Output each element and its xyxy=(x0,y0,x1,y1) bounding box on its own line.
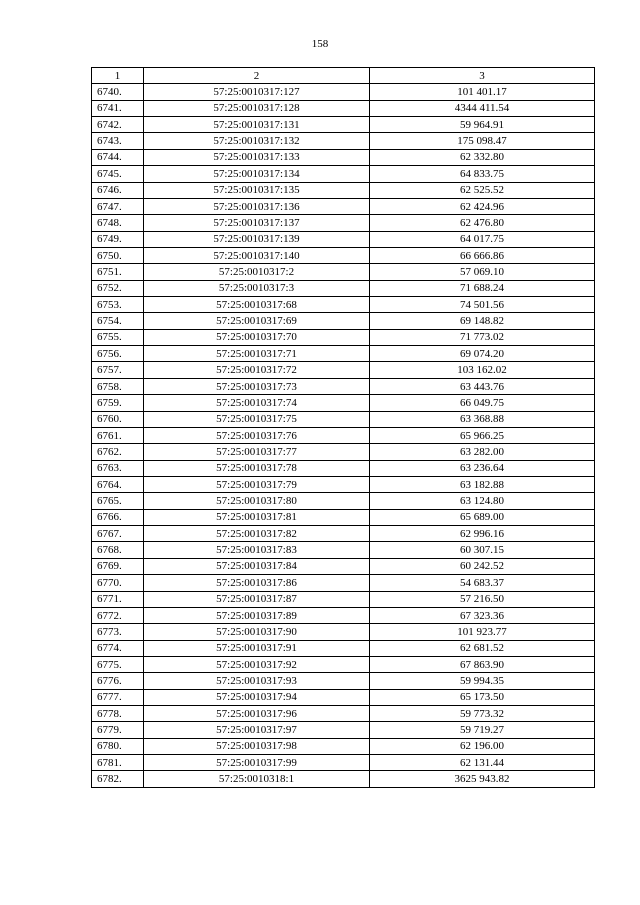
value-cell: 57 216.50 xyxy=(370,591,595,607)
table-row xyxy=(92,166,595,182)
cadastral-number-cell: 57:25:0010317:68 xyxy=(144,297,370,313)
row-number-cell: 6777. xyxy=(92,689,144,705)
row-number-cell: 6742. xyxy=(92,117,144,133)
value-cell: 62 131.44 xyxy=(370,755,595,771)
row-number-cell: 6764. xyxy=(92,476,144,492)
cadastral-number-cell: 57:25:0010317:3 xyxy=(144,280,370,296)
row-number-cell: 6782. xyxy=(92,771,144,787)
cadastral-number-cell: 57:25:0010317:98 xyxy=(144,738,370,754)
cadastral-number-cell: 57:25:0010317:140 xyxy=(144,247,370,263)
row-number-cell: 6761. xyxy=(92,427,144,443)
value-cell: 59 994.35 xyxy=(370,673,595,689)
row-number-cell: 6772. xyxy=(92,607,144,623)
page-number: 158 xyxy=(311,38,329,50)
cadastral-number-cell: 57:25:0010317:136 xyxy=(144,198,370,214)
table-row xyxy=(92,427,595,443)
cadastral-number-cell: 57:25:0010317:72 xyxy=(144,362,370,378)
value-cell: 66 666.86 xyxy=(370,247,595,263)
row-number-cell: 6762. xyxy=(92,444,144,460)
row-number-cell: 6769. xyxy=(92,558,144,574)
value-cell: 63 124.80 xyxy=(370,493,595,509)
row-number-cell: 6752. xyxy=(92,280,144,296)
value-cell: 66 049.75 xyxy=(370,395,595,411)
value-cell: 62 196.00 xyxy=(370,738,595,754)
cadastral-number-cell: 57:25:0010317:132 xyxy=(144,133,370,149)
value-cell: 54 683.37 xyxy=(370,575,595,591)
table-row xyxy=(92,526,595,542)
cadastral-number-cell: 57:25:0010317:133 xyxy=(144,149,370,165)
table-row xyxy=(92,117,595,133)
value-cell: 65 689.00 xyxy=(370,509,595,525)
cadastral-number-cell: 57:25:0010317:79 xyxy=(144,476,370,492)
cadastral-number-cell: 57:25:0010317:96 xyxy=(144,706,370,722)
table-row xyxy=(92,215,595,231)
value-cell: 65 173.50 xyxy=(370,689,595,705)
table-row xyxy=(92,624,595,640)
table-row xyxy=(92,329,595,345)
table-row xyxy=(92,395,595,411)
row-number-cell: 6751. xyxy=(92,264,144,280)
value-cell: 103 162.02 xyxy=(370,362,595,378)
value-cell: 101 401.17 xyxy=(370,84,595,100)
table-row xyxy=(92,378,595,394)
table-body xyxy=(92,84,595,787)
cadastral-number-cell: 57:25:0010317:86 xyxy=(144,575,370,591)
row-number-cell: 6763. xyxy=(92,460,144,476)
value-cell: 60 242.52 xyxy=(370,558,595,574)
column-header-number: 1 xyxy=(92,68,144,84)
value-cell: 63 443.76 xyxy=(370,378,595,394)
row-number-cell: 6741. xyxy=(92,100,144,116)
table-row xyxy=(92,133,595,149)
cadastral-number-cell: 57:25:0010317:139 xyxy=(144,231,370,247)
cadastral-number-cell: 57:25:0010317:74 xyxy=(144,395,370,411)
row-number-cell: 6780. xyxy=(92,738,144,754)
table-row xyxy=(92,313,595,329)
row-number-cell: 6748. xyxy=(92,215,144,231)
value-cell: 62 681.52 xyxy=(370,640,595,656)
row-number-cell: 6740. xyxy=(92,84,144,100)
cadastral-number-cell: 57:25:0010317:70 xyxy=(144,329,370,345)
row-number-cell: 6746. xyxy=(92,182,144,198)
value-cell: 59 719.27 xyxy=(370,722,595,738)
value-cell: 67 323.36 xyxy=(370,607,595,623)
value-cell: 63 368.88 xyxy=(370,411,595,427)
cadastral-number-cell: 57:25:0010317:84 xyxy=(144,558,370,574)
cadastral-number-cell: 57:25:0010317:127 xyxy=(144,84,370,100)
table-row xyxy=(92,100,595,116)
cadastral-value-table xyxy=(91,67,595,788)
row-number-cell: 6747. xyxy=(92,198,144,214)
table-row xyxy=(92,640,595,656)
table-row xyxy=(92,689,595,705)
table-row xyxy=(92,722,595,738)
row-number-cell: 6768. xyxy=(92,542,144,558)
value-cell: 62 525.52 xyxy=(370,182,595,198)
cadastral-number-cell: 57:25:0010317:78 xyxy=(144,460,370,476)
table-row xyxy=(92,558,595,574)
table-row xyxy=(92,738,595,754)
value-cell: 62 476.80 xyxy=(370,215,595,231)
table-row xyxy=(92,444,595,460)
row-number-cell: 6743. xyxy=(92,133,144,149)
table-row xyxy=(92,264,595,280)
row-number-cell: 6749. xyxy=(92,231,144,247)
cadastral-number-cell: 57:25:0010317:87 xyxy=(144,591,370,607)
row-number-cell: 6774. xyxy=(92,640,144,656)
value-cell: 64 017.75 xyxy=(370,231,595,247)
value-cell: 4344 411.54 xyxy=(370,100,595,116)
cadastral-number-cell: 57:25:0010318:1 xyxy=(144,771,370,787)
table-row xyxy=(92,297,595,313)
cadastral-number-cell: 57:25:0010317:82 xyxy=(144,526,370,542)
table-row xyxy=(92,247,595,263)
row-number-cell: 6744. xyxy=(92,149,144,165)
row-number-cell: 6765. xyxy=(92,493,144,509)
row-number-cell: 6773. xyxy=(92,624,144,640)
cadastral-number-cell: 57:25:0010317:99 xyxy=(144,755,370,771)
table-row xyxy=(92,149,595,165)
cadastral-number-cell: 57:25:0010317:134 xyxy=(144,166,370,182)
cadastral-number-cell: 57:25:0010317:76 xyxy=(144,427,370,443)
row-number-cell: 6750. xyxy=(92,247,144,263)
row-number-cell: 6754. xyxy=(92,313,144,329)
row-number-cell: 6776. xyxy=(92,673,144,689)
table-row xyxy=(92,673,595,689)
value-cell: 59 773.32 xyxy=(370,706,595,722)
row-number-cell: 6770. xyxy=(92,575,144,591)
row-number-cell: 6757. xyxy=(92,362,144,378)
value-cell: 101 923.77 xyxy=(370,624,595,640)
cadastral-number-cell: 57:25:0010317:90 xyxy=(144,624,370,640)
value-cell: 63 182.88 xyxy=(370,476,595,492)
cadastral-number-cell: 57:25:0010317:69 xyxy=(144,313,370,329)
row-number-cell: 6756. xyxy=(92,346,144,362)
cadastral-number-cell: 57:25:0010317:94 xyxy=(144,689,370,705)
cadastral-number-cell: 57:25:0010317:128 xyxy=(144,100,370,116)
row-number-cell: 6781. xyxy=(92,755,144,771)
cadastral-number-cell: 57:25:0010317:89 xyxy=(144,607,370,623)
value-cell: 60 307.15 xyxy=(370,542,595,558)
table-row xyxy=(92,591,595,607)
table-row xyxy=(92,542,595,558)
cadastral-number-cell: 57:25:0010317:93 xyxy=(144,673,370,689)
cadastral-number-cell: 57:25:0010317:81 xyxy=(144,509,370,525)
table-row xyxy=(92,607,595,623)
value-cell: 59 964.91 xyxy=(370,117,595,133)
table-row xyxy=(92,231,595,247)
value-cell: 65 966.25 xyxy=(370,427,595,443)
table-row xyxy=(92,460,595,476)
cadastral-number-cell: 57:25:0010317:71 xyxy=(144,346,370,362)
cadastral-number-cell: 57:25:0010317:97 xyxy=(144,722,370,738)
table-row xyxy=(92,346,595,362)
cadastral-number-cell: 57:25:0010317:80 xyxy=(144,493,370,509)
value-cell: 67 863.90 xyxy=(370,656,595,672)
cadastral-number-cell: 57:25:0010317:83 xyxy=(144,542,370,558)
table-row xyxy=(92,198,595,214)
cadastral-number-cell: 57:25:0010317:75 xyxy=(144,411,370,427)
value-cell: 74 501.56 xyxy=(370,297,595,313)
row-number-cell: 6766. xyxy=(92,509,144,525)
cadastral-number-cell: 57:25:0010317:91 xyxy=(144,640,370,656)
row-number-cell: 6775. xyxy=(92,656,144,672)
row-number-cell: 6758. xyxy=(92,378,144,394)
table-header xyxy=(92,68,595,84)
value-cell: 57 069.10 xyxy=(370,264,595,280)
table-row xyxy=(92,84,595,100)
cadastral-number-cell: 57:25:0010317:137 xyxy=(144,215,370,231)
table-row xyxy=(92,362,595,378)
column-header-cadastral-number: 2 xyxy=(144,68,370,84)
value-cell: 69 074.20 xyxy=(370,346,595,362)
table-row xyxy=(92,706,595,722)
table-row xyxy=(92,509,595,525)
row-number-cell: 6753. xyxy=(92,297,144,313)
table-row xyxy=(92,493,595,509)
table-row xyxy=(92,771,595,787)
value-cell: 63 236.64 xyxy=(370,460,595,476)
row-number-cell: 6755. xyxy=(92,329,144,345)
table-row xyxy=(92,411,595,427)
table-row xyxy=(92,656,595,672)
value-cell: 62 996.16 xyxy=(370,526,595,542)
cadastral-number-cell: 57:25:0010317:2 xyxy=(144,264,370,280)
column-header-value: 3 xyxy=(370,68,595,84)
header-row xyxy=(92,68,595,84)
table-row xyxy=(92,280,595,296)
row-number-cell: 6759. xyxy=(92,395,144,411)
table-row xyxy=(92,476,595,492)
cadastral-number-cell: 57:25:0010317:92 xyxy=(144,656,370,672)
row-number-cell: 6760. xyxy=(92,411,144,427)
row-number-cell: 6779. xyxy=(92,722,144,738)
cadastral-number-cell: 57:25:0010317:73 xyxy=(144,378,370,394)
table-row xyxy=(92,575,595,591)
row-number-cell: 6745. xyxy=(92,166,144,182)
value-cell: 3625 943.82 xyxy=(370,771,595,787)
table-row xyxy=(92,755,595,771)
cadastral-number-cell: 57:25:0010317:131 xyxy=(144,117,370,133)
row-number-cell: 6767. xyxy=(92,526,144,542)
value-cell: 64 833.75 xyxy=(370,166,595,182)
cadastral-number-cell: 57:25:0010317:77 xyxy=(144,444,370,460)
cadastral-number-cell: 57:25:0010317:135 xyxy=(144,182,370,198)
value-cell: 71 688.24 xyxy=(370,280,595,296)
value-cell: 69 148.82 xyxy=(370,313,595,329)
value-cell: 175 098.47 xyxy=(370,133,595,149)
table-row xyxy=(92,182,595,198)
value-cell: 71 773.02 xyxy=(370,329,595,345)
value-cell: 63 282.00 xyxy=(370,444,595,460)
value-cell: 62 424.96 xyxy=(370,198,595,214)
value-cell: 62 332.80 xyxy=(370,149,595,165)
row-number-cell: 6778. xyxy=(92,706,144,722)
row-number-cell: 6771. xyxy=(92,591,144,607)
